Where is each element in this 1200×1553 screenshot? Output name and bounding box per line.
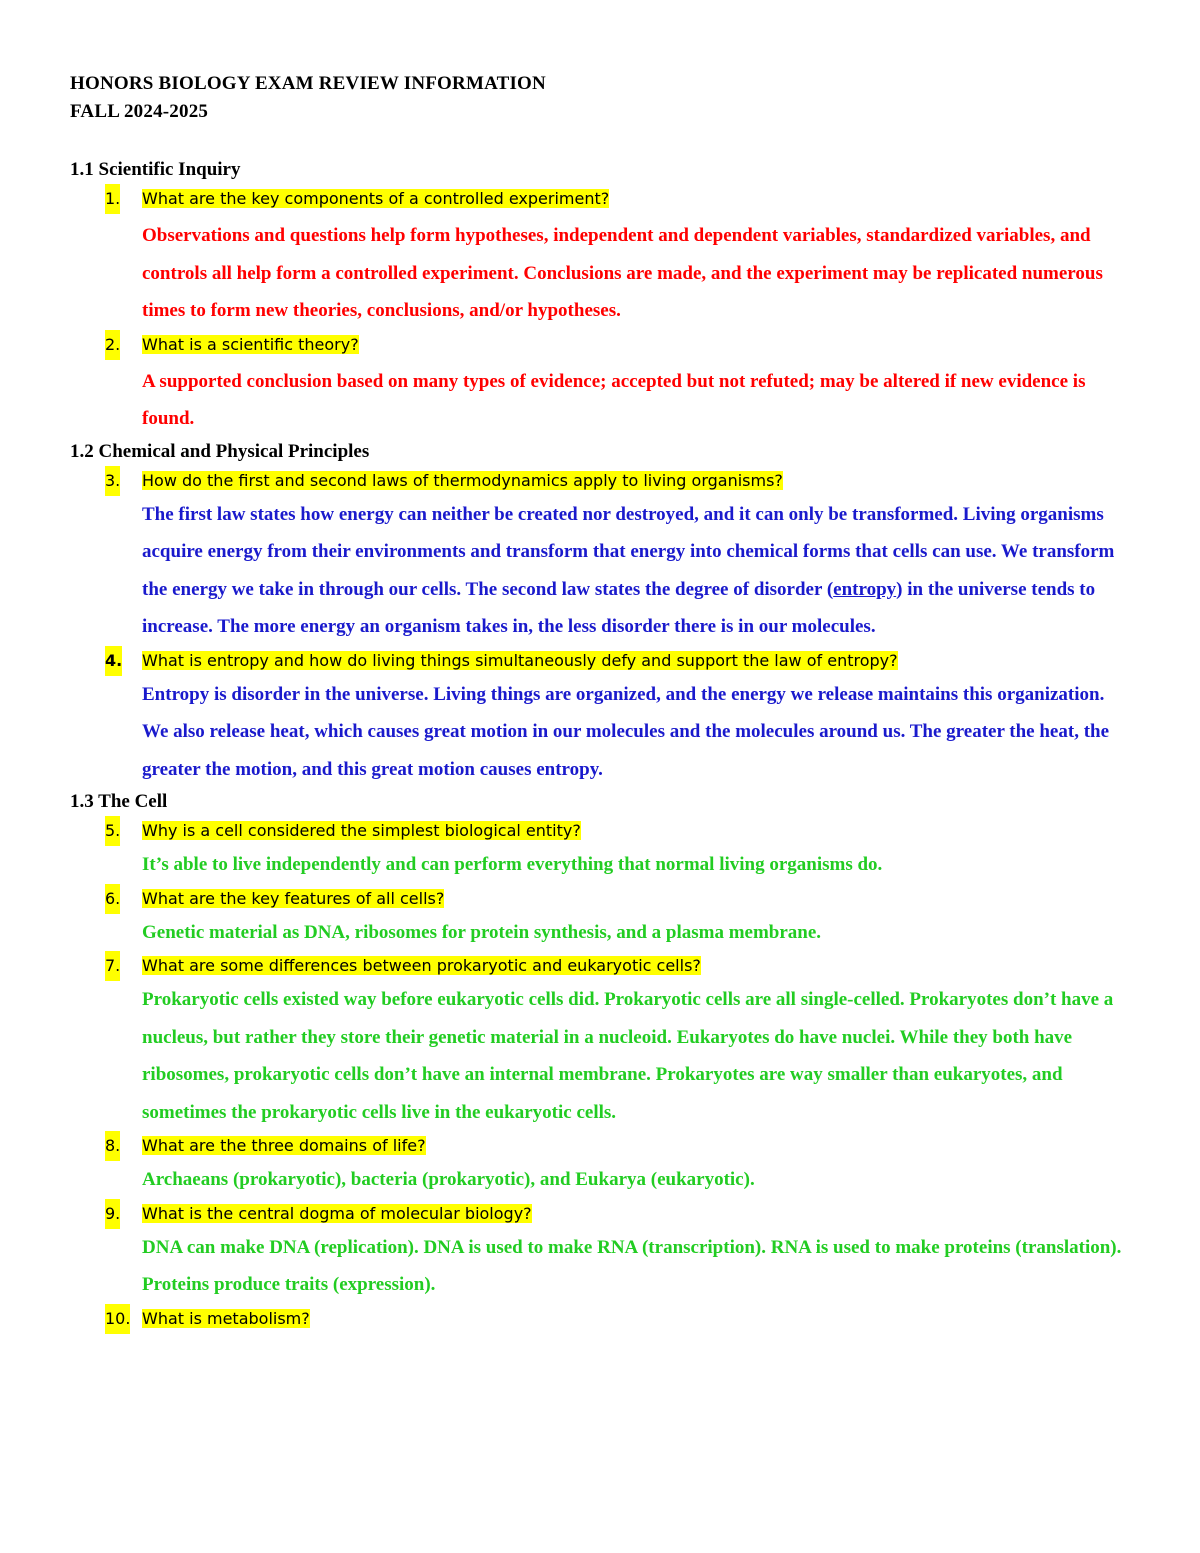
question-10 <box>70 1304 1130 1334</box>
answer-8: Archaeans (prokaryotic), bacteria (prokaryotic), and Eukarya (eukaryotic). <box>142 1169 755 1190</box>
question-text: What are some differences between prokaryotic and eukaryotic cells? <box>142 956 701 975</box>
question-text: Why is a cell considered the simplest biological entity? <box>142 821 581 840</box>
question-6 <box>70 884 1130 914</box>
question-2 <box>70 330 1130 360</box>
answer-3-part-2: ) in the universe tends to increase. The more energy an organism takes in, the less disorder there is in our molecules. <box>142 578 1096 637</box>
answer-1: Observations and questions help form hypotheses, independent and dependent variables, standardized variables, and controls all help form a controlled experiment. Conclusions are made, and the experiment may be replicated numerous times to form new theories, conclusions, and/or hypotheses. <box>142 225 1103 321</box>
question-text: What are the key features of all cells? <box>142 888 445 908</box>
section-heading-scientific-inquiry: 1.1 Scientific Inquiry <box>70 159 241 180</box>
answer-4: Entropy is disorder in the universe. Living things are organized, and the energy we release maintains this organization. We also release heat, which causes great motion in our molecules and the molecules around us. The greater the heat, the greater the motion, and this great motion causes entropy. <box>142 683 1110 780</box>
section-heading-chemical-physical: 1.2 Chemical and Physical Principles <box>70 440 370 462</box>
answer-5: It’s able to live independently and can perform everything that normal living organisms do. <box>142 854 883 875</box>
question-number: 6. <box>105 884 120 914</box>
question-number: 10. <box>105 1304 130 1334</box>
question-4 <box>70 646 1130 676</box>
answer-7: Prokaryotic cells existed way before eukaryotic cells did. Prokaryotic cells are all single-celled. Prokaryotes don’t have a nucleus, but rather they store their genetic material in a nucleoid. Eukaryotes do have nuclei. While they both have ribosomes, prokaryotic cells don’t have an internal membrane. Prokaryotes are way smaller than eukaryotes, and sometimes the prokaryotic cells live in the eukaryotic cells. <box>142 989 1114 1123</box>
question-text: What are the three domains of life? <box>142 1136 426 1155</box>
question-number: 7. <box>105 951 120 981</box>
question-text: What are the key components of a controlled experiment? <box>142 189 610 208</box>
question-text: What is a scientific theory? <box>142 334 359 354</box>
section-heading-the-cell: 1.3 The Cell <box>70 791 168 812</box>
answer-3-part-1: The first law states how energy can neither be created nor destroyed, and it can only be transformed. Living organisms acquire energy from their environments and transform that energy into chemical forms that cells can use. We transform the energy we take in through our cells. The second law states the degree of disorder ( <box>142 503 1115 600</box>
question-number: 5. <box>105 816 120 846</box>
question-text: What is entropy and how do living things simultaneously defy and support the law of entropy? <box>142 650 898 670</box>
question-number: 3. <box>105 466 120 496</box>
question-5 <box>70 816 1130 846</box>
question-9 <box>70 1199 1130 1229</box>
question-number: 9. <box>105 1199 120 1229</box>
question-7 <box>70 951 1130 981</box>
document-body <box>70 70 1130 1334</box>
question-8 <box>70 1131 1130 1161</box>
question-number: 1. <box>105 184 120 214</box>
document-subtitle: FALL 2024-2025 <box>70 101 209 122</box>
question-number: 2. <box>105 330 120 360</box>
answer-3 <box>70 496 1130 646</box>
question-text: How do the first and second laws of thermodynamics apply to living organisms? <box>142 470 783 490</box>
document-title: HONORS BIOLOGY EXAM REVIEW INFORMATION <box>70 73 546 94</box>
question-3 <box>70 466 1130 496</box>
question-number: 4. <box>105 646 122 676</box>
spacer <box>70 126 1130 156</box>
question-text: What is metabolism? <box>142 1308 310 1328</box>
answer-9: DNA can make DNA (replication). DNA is used to make RNA (transcription). RNA is used to make proteins (translation). Proteins produce traits (expression). <box>142 1236 1122 1295</box>
question-1 <box>70 184 1130 214</box>
entropy-link[interactable]: entropy <box>833 578 897 600</box>
question-text: What is the central dogma of molecular biology? <box>142 1203 532 1223</box>
answer-6: Genetic material as DNA, ribosomes for protein synthesis, and a plasma membrane. <box>142 921 822 943</box>
question-number: 8. <box>105 1131 120 1161</box>
answer-2: A supported conclusion based on many types of evidence; accepted but not refuted; may be altered if new evidence is found. <box>142 370 1086 429</box>
